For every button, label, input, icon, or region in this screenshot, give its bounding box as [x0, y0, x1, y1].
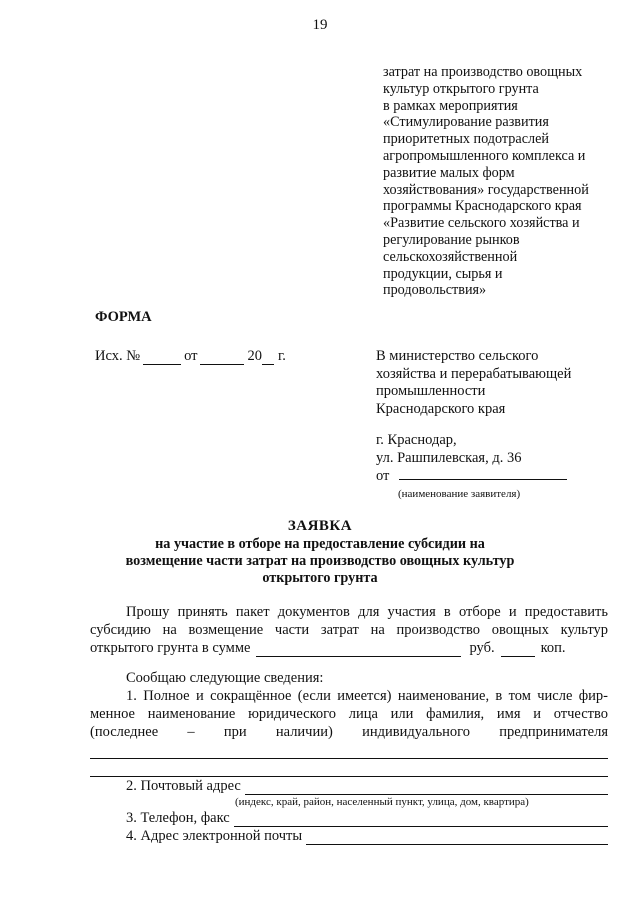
- phone-fax-field[interactable]: [234, 813, 608, 827]
- subtitle-line: возмещение части затрат на производство овощных культур: [125, 553, 515, 569]
- rub-label: руб.: [469, 640, 495, 656]
- item1-field-1[interactable]: [90, 745, 608, 759]
- sum-rub-field[interactable]: [256, 643, 461, 657]
- addressee-line: В министерство сельского: [376, 348, 539, 364]
- applicant-row: [376, 467, 567, 486]
- info-section: [90, 669, 608, 845]
- request-sum-label: открытого грунта в сумме: [90, 640, 251, 656]
- item1-line-3: (последнее – при наличии) индивидуального предпринимателя: [90, 724, 608, 740]
- form-label: ФОРМА: [95, 309, 152, 325]
- item1-field-2[interactable]: [90, 763, 608, 777]
- note-line: агропромышленного комплекса и: [383, 147, 586, 164]
- addressee-block: [376, 348, 571, 418]
- outgoing-number-row: [95, 348, 286, 365]
- applicant-caption: (наименование заявителя): [398, 488, 521, 500]
- item1-line-1: 1. Полное и сокращённое (если имеется) наименование, в том числе фир-: [126, 688, 608, 704]
- applicant-name-field[interactable]: [399, 467, 567, 480]
- note-line: регулирование рынков: [383, 231, 520, 248]
- outgoing-date-field[interactable]: [200, 352, 244, 365]
- item1-fill-row: [90, 759, 608, 777]
- request-line-2: субсидию на возмещение части затрат на производство овощных культур: [90, 622, 608, 638]
- sum-kop-field[interactable]: [501, 643, 535, 657]
- request-line-3: [90, 639, 608, 657]
- outgoing-year-prefix: 20: [247, 348, 262, 364]
- application-title: ЗАЯВКА: [287, 518, 353, 534]
- address-block: [376, 432, 567, 486]
- outgoing-from: от: [184, 348, 198, 364]
- request-paragraph: [90, 603, 608, 657]
- street-line: ул. Рашпилевская, д. 36: [376, 449, 522, 466]
- outgoing-year-field[interactable]: [262, 352, 274, 365]
- note-line: программы Краснодарского края: [383, 198, 582, 215]
- subtitle-line: на участие в отборе на предоставление субсидии на: [155, 536, 485, 552]
- city-line: г. Краснодар,: [376, 432, 457, 448]
- note-line: хозяйствования» государственной: [383, 181, 589, 198]
- addressee-line: Краснодарского края: [376, 400, 506, 417]
- note-line: культур открытого грунта: [383, 80, 539, 97]
- approval-note: [383, 64, 589, 299]
- note-line: «Стимулирование развития: [383, 114, 549, 131]
- outgoing-year-suffix: г.: [277, 348, 286, 364]
- item1-fill-row: [90, 741, 608, 759]
- item1-line-2: менное наименование юридического лица или фамилия, имя и отчество: [90, 706, 608, 722]
- addressee-line: промышленности: [376, 383, 486, 399]
- note-line: продовольствия»: [383, 282, 487, 299]
- request-line-1: Прошу принять пакет документов для участия в отборе и предоставить: [126, 604, 608, 620]
- info-intro: Сообщаю следующие сведения:: [126, 670, 324, 686]
- item2-label: 2. Почтовый адрес: [126, 778, 241, 794]
- note-line: затрат на производство овощных: [383, 64, 583, 80]
- addressee-line: хозяйства и перерабатывающей: [376, 365, 572, 382]
- note-line: продукции, сырья и: [383, 265, 503, 282]
- note-line: сельскохозяйственной: [383, 248, 518, 265]
- item3-row: [90, 809, 608, 827]
- note-line: развитие малых форм: [383, 164, 515, 181]
- item3-label: 3. Телефон, факс: [126, 810, 230, 826]
- email-field[interactable]: [306, 831, 608, 845]
- note-line: приоритетных подотраслей: [383, 131, 549, 148]
- applicant-from-label: от: [376, 468, 390, 484]
- item2-row: [90, 777, 608, 795]
- outgoing-prefix: Исх. №: [95, 348, 141, 364]
- outgoing-number-field[interactable]: [143, 352, 181, 365]
- note-line: в рамках мероприятия: [383, 97, 518, 114]
- item2-caption: (индекс, край, район, населенный пункт, улица, дом, квартира): [235, 796, 529, 808]
- item4-row: [90, 827, 608, 845]
- note-line: «Развитие сельского хозяйства и: [383, 215, 580, 232]
- kop-label: коп.: [540, 640, 566, 656]
- application-subtitle: [0, 536, 640, 587]
- page-number: 19: [312, 17, 328, 33]
- postal-address-field[interactable]: [245, 781, 608, 795]
- subtitle-line: открытого грунта: [262, 570, 378, 586]
- item4-label: 4. Адрес электронной почты: [126, 828, 303, 844]
